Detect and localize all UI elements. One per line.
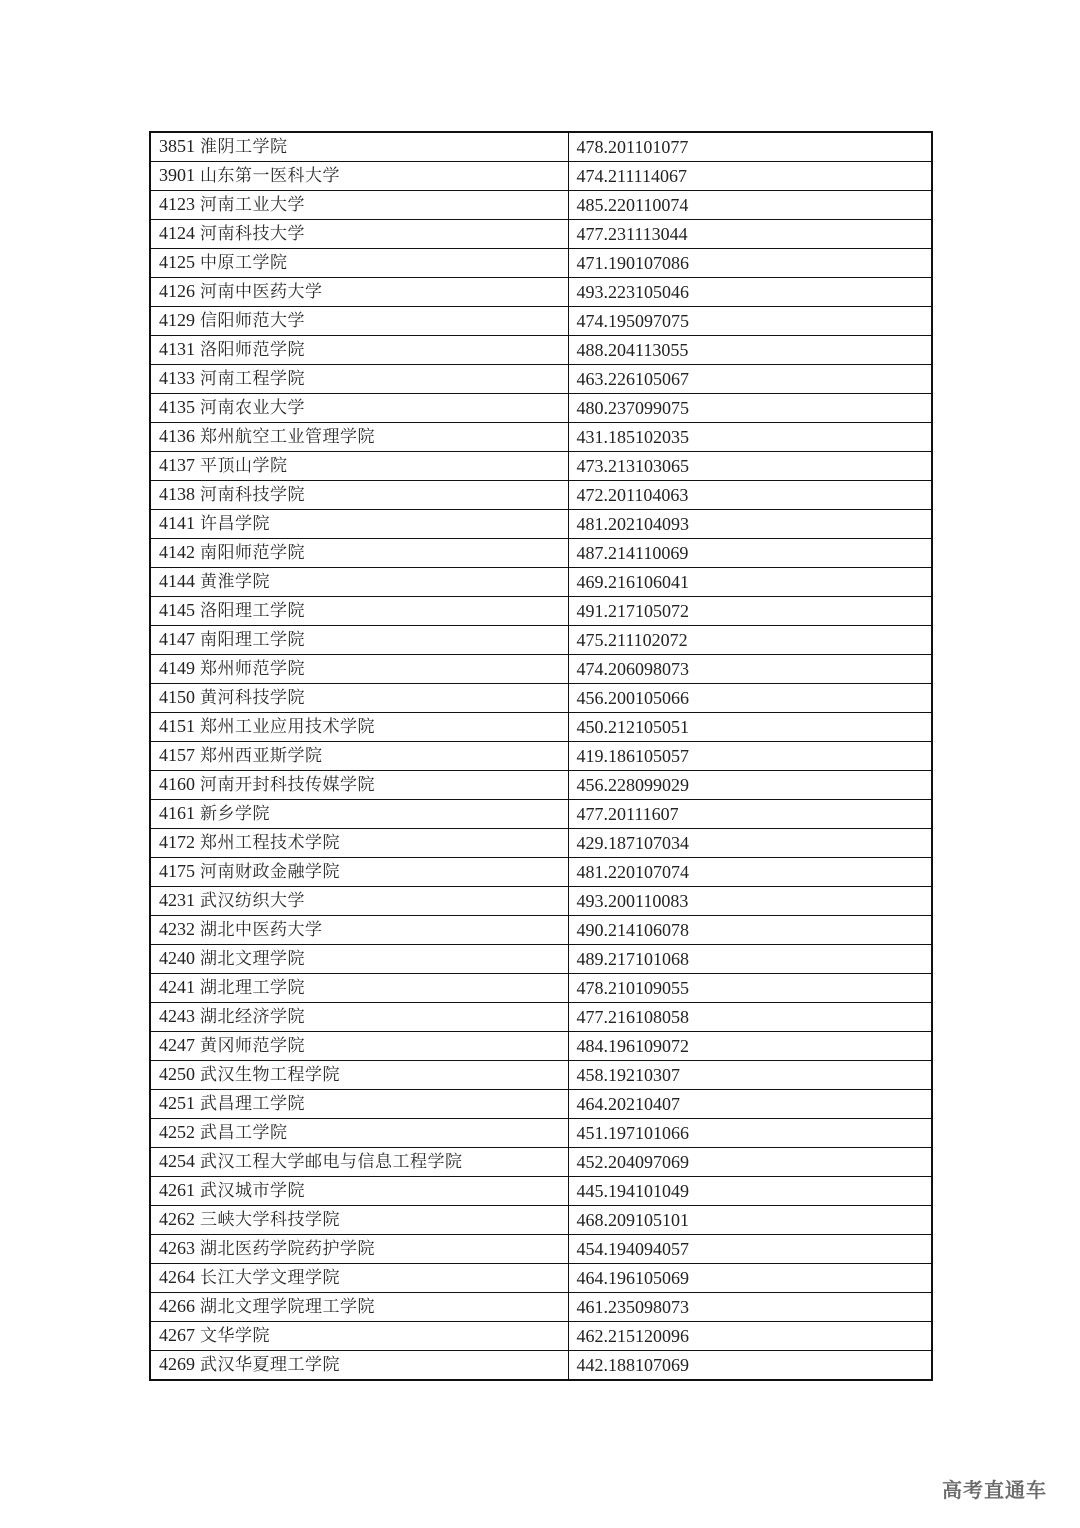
table-row — [150, 1351, 932, 1381]
school-code: 4126 — [159, 281, 195, 301]
school-cell — [150, 916, 568, 945]
school-name: 湖北理工学院 — [200, 978, 305, 998]
school-name: 河南工程学院 — [200, 369, 305, 389]
score-value: 456.228099029 — [568, 771, 932, 800]
table-row — [150, 626, 932, 655]
score-value: 452.204097069 — [568, 1148, 932, 1177]
score-value: 481.220107074 — [568, 858, 932, 887]
school-cell — [150, 510, 568, 539]
school-name: 武汉华夏理工学院 — [200, 1355, 340, 1375]
table-row — [150, 568, 932, 597]
school-cell — [150, 394, 568, 423]
school-code: 4129 — [159, 310, 195, 330]
school-name: 武汉生物工程学院 — [200, 1065, 340, 1085]
table-row — [150, 220, 932, 249]
school-cell — [150, 1351, 568, 1381]
school-name: 河南农业大学 — [200, 398, 305, 418]
school-cell — [150, 800, 568, 829]
table-row — [150, 887, 932, 916]
school-name: 许昌学院 — [200, 514, 270, 534]
school-code: 4141 — [159, 513, 195, 533]
school-code: 4145 — [159, 600, 195, 620]
score-value: 468.209105101 — [568, 1206, 932, 1235]
school-cell — [150, 365, 568, 394]
score-value: 480.237099075 — [568, 394, 932, 423]
school-code: 4144 — [159, 571, 195, 591]
school-name: 武汉工程大学邮电与信息工程学院 — [200, 1152, 463, 1172]
school-cell — [150, 1293, 568, 1322]
school-cell — [150, 249, 568, 278]
school-name: 武汉城市学院 — [200, 1181, 305, 1201]
score-value: 474.206098073 — [568, 655, 932, 684]
school-name: 郑州工业应用技术学院 — [200, 717, 375, 737]
school-name: 郑州西亚斯学院 — [200, 746, 323, 766]
table-row — [150, 1206, 932, 1235]
school-cell — [150, 191, 568, 220]
school-code: 4252 — [159, 1122, 195, 1142]
school-cell — [150, 655, 568, 684]
school-name: 山东第一医科大学 — [200, 166, 340, 186]
school-name: 长江大学文理学院 — [200, 1268, 340, 1288]
school-code: 4133 — [159, 368, 195, 388]
school-name: 河南工业大学 — [200, 195, 305, 215]
school-code: 4266 — [159, 1296, 195, 1316]
school-cell — [150, 742, 568, 771]
school-name: 洛阳师范学院 — [200, 340, 305, 360]
school-code: 4175 — [159, 861, 195, 881]
school-code: 4264 — [159, 1267, 195, 1287]
school-code: 4254 — [159, 1151, 195, 1171]
table-row — [150, 945, 932, 974]
table-row — [150, 1293, 932, 1322]
score-value: 451.197101066 — [568, 1119, 932, 1148]
school-cell — [150, 568, 568, 597]
score-value: 461.235098073 — [568, 1293, 932, 1322]
school-cell — [150, 1003, 568, 1032]
table-row — [150, 1177, 932, 1206]
school-name: 武昌理工学院 — [200, 1094, 305, 1114]
school-code: 4123 — [159, 194, 195, 214]
school-name: 湖北文理学院理工学院 — [200, 1297, 375, 1317]
score-value: 450.212105051 — [568, 713, 932, 742]
school-cell — [150, 1032, 568, 1061]
school-code: 4247 — [159, 1035, 195, 1055]
school-code: 4149 — [159, 658, 195, 678]
school-cell — [150, 1090, 568, 1119]
score-value: 471.190107086 — [568, 249, 932, 278]
school-name: 湖北中医药大学 — [200, 920, 323, 940]
score-value: 493.200110083 — [568, 887, 932, 916]
table-row — [150, 1061, 932, 1090]
school-cell — [150, 132, 568, 162]
school-code: 4137 — [159, 455, 195, 475]
score-value: 462.215120096 — [568, 1322, 932, 1351]
score-value: 488.204113055 — [568, 336, 932, 365]
school-name: 文华学院 — [200, 1326, 270, 1346]
school-name: 三峡大学科技学院 — [200, 1210, 340, 1230]
score-value: 472.201104063 — [568, 481, 932, 510]
school-code: 4263 — [159, 1238, 195, 1258]
school-code: 4240 — [159, 948, 195, 968]
school-name: 黄冈师范学院 — [200, 1036, 305, 1056]
table-row — [150, 336, 932, 365]
table-row — [150, 655, 932, 684]
table-row — [150, 162, 932, 191]
school-code: 4147 — [159, 629, 195, 649]
table-row — [150, 742, 932, 771]
school-code: 4251 — [159, 1093, 195, 1113]
school-name: 黄河科技学院 — [200, 688, 305, 708]
score-value: 464.196105069 — [568, 1264, 932, 1293]
school-cell — [150, 1177, 568, 1206]
school-cell — [150, 684, 568, 713]
school-name: 中原工学院 — [200, 253, 288, 273]
school-code: 4231 — [159, 890, 195, 910]
table-row — [150, 1032, 932, 1061]
score-value: 458.19210307 — [568, 1061, 932, 1090]
school-name: 湖北经济学院 — [200, 1007, 305, 1027]
school-cell — [150, 858, 568, 887]
table-row — [150, 1264, 932, 1293]
table-row — [150, 800, 932, 829]
school-code: 4267 — [159, 1325, 195, 1345]
score-value: 474.195097075 — [568, 307, 932, 336]
score-value: 490.214106078 — [568, 916, 932, 945]
school-code: 4136 — [159, 426, 195, 446]
school-name: 信阳师范大学 — [200, 311, 305, 331]
school-name: 河南科技学院 — [200, 485, 305, 505]
school-cell — [150, 1264, 568, 1293]
school-code: 4232 — [159, 919, 195, 939]
score-value: 489.217101068 — [568, 945, 932, 974]
school-cell — [150, 452, 568, 481]
admission-score-table — [149, 131, 933, 1381]
table-row — [150, 365, 932, 394]
score-value: 473.213103065 — [568, 452, 932, 481]
score-value: 487.214110069 — [568, 539, 932, 568]
school-code: 4241 — [159, 977, 195, 997]
table-row — [150, 974, 932, 1003]
school-code: 4150 — [159, 687, 195, 707]
score-value: 445.194101049 — [568, 1177, 932, 1206]
school-name: 南阳师范学院 — [200, 543, 305, 563]
table-row — [150, 510, 932, 539]
school-code: 3901 — [159, 165, 195, 185]
school-code: 4161 — [159, 803, 195, 823]
school-name: 河南科技大学 — [200, 224, 305, 244]
school-cell — [150, 1061, 568, 1090]
score-value: 429.187107034 — [568, 829, 932, 858]
table-row — [150, 1003, 932, 1032]
table-row — [150, 858, 932, 887]
table-row — [150, 713, 932, 742]
score-value: 477.216108058 — [568, 1003, 932, 1032]
school-name: 淮阴工学院 — [200, 137, 288, 157]
table-row — [150, 249, 932, 278]
school-name: 新乡学院 — [200, 804, 270, 824]
table-row — [150, 423, 932, 452]
school-cell — [150, 1322, 568, 1351]
school-name: 郑州航空工业管理学院 — [200, 427, 375, 447]
school-code: 4124 — [159, 223, 195, 243]
school-name: 郑州工程技术学院 — [200, 833, 340, 853]
score-value: 477.231113044 — [568, 220, 932, 249]
table-body — [150, 132, 932, 1380]
school-name: 河南中医药大学 — [200, 282, 323, 302]
school-cell — [150, 220, 568, 249]
school-code: 4250 — [159, 1064, 195, 1084]
table-row — [150, 684, 932, 713]
school-cell — [150, 597, 568, 626]
school-code: 4151 — [159, 716, 195, 736]
table-row — [150, 394, 932, 423]
school-cell — [150, 713, 568, 742]
school-code: 4157 — [159, 745, 195, 765]
table-row — [150, 481, 932, 510]
score-value: 478.210109055 — [568, 974, 932, 1003]
school-name: 河南财政金融学院 — [200, 862, 340, 882]
table-row — [150, 1090, 932, 1119]
school-cell — [150, 481, 568, 510]
school-name: 武汉纺织大学 — [200, 891, 305, 911]
school-code: 4138 — [159, 484, 195, 504]
score-value: 493.223105046 — [568, 278, 932, 307]
school-cell — [150, 336, 568, 365]
score-value: 454.194094057 — [568, 1235, 932, 1264]
school-cell — [150, 974, 568, 1003]
table-row — [150, 132, 932, 162]
score-value: 477.20111607 — [568, 800, 932, 829]
table-row — [150, 539, 932, 568]
school-code: 4142 — [159, 542, 195, 562]
school-cell — [150, 307, 568, 336]
school-name: 平顶山学院 — [200, 456, 288, 476]
school-name: 洛阳理工学院 — [200, 601, 305, 621]
score-value: 484.196109072 — [568, 1032, 932, 1061]
score-value: 469.216106041 — [568, 568, 932, 597]
table-row — [150, 1119, 932, 1148]
school-name: 南阳理工学院 — [200, 630, 305, 650]
school-cell — [150, 1206, 568, 1235]
school-cell — [150, 1235, 568, 1264]
school-name: 湖北文理学院 — [200, 949, 305, 969]
school-code: 4172 — [159, 832, 195, 852]
school-cell — [150, 278, 568, 307]
score-value: 442.188107069 — [568, 1351, 932, 1381]
table-row — [150, 1148, 932, 1177]
watermark: 高考直通车 — [942, 1478, 1047, 1502]
table-row — [150, 597, 932, 626]
table-row — [150, 191, 932, 220]
score-value: 463.226105067 — [568, 365, 932, 394]
school-cell — [150, 1148, 568, 1177]
school-name: 湖北医药学院药护学院 — [200, 1239, 375, 1259]
score-value: 431.185102035 — [568, 423, 932, 452]
score-value: 464.20210407 — [568, 1090, 932, 1119]
table-row — [150, 916, 932, 945]
school-cell — [150, 539, 568, 568]
school-cell — [150, 626, 568, 655]
score-value: 419.186105057 — [568, 742, 932, 771]
school-cell — [150, 887, 568, 916]
school-name: 武昌工学院 — [200, 1123, 288, 1143]
school-cell — [150, 1119, 568, 1148]
school-code: 3851 — [159, 136, 195, 156]
school-code: 4269 — [159, 1354, 195, 1374]
school-code: 4135 — [159, 397, 195, 417]
school-cell — [150, 162, 568, 191]
school-code: 4131 — [159, 339, 195, 359]
school-name: 黄淮学院 — [200, 572, 270, 592]
school-code: 4125 — [159, 252, 195, 272]
school-name: 河南开封科技传媒学院 — [200, 775, 375, 795]
score-value: 456.200105066 — [568, 684, 932, 713]
school-name: 郑州师范学院 — [200, 659, 305, 679]
score-value: 478.201101077 — [568, 132, 932, 162]
school-code: 4243 — [159, 1006, 195, 1026]
table-row — [150, 1322, 932, 1351]
table-row — [150, 1235, 932, 1264]
table-row — [150, 307, 932, 336]
score-value: 474.211114067 — [568, 162, 932, 191]
score-value: 485.220110074 — [568, 191, 932, 220]
school-cell — [150, 945, 568, 974]
school-code: 4262 — [159, 1209, 195, 1229]
school-code: 4160 — [159, 774, 195, 794]
table-row — [150, 829, 932, 858]
school-cell — [150, 829, 568, 858]
score-value: 491.217105072 — [568, 597, 932, 626]
score-value: 481.202104093 — [568, 510, 932, 539]
table-row — [150, 771, 932, 800]
score-value: 475.211102072 — [568, 626, 932, 655]
table-row — [150, 278, 932, 307]
school-cell — [150, 771, 568, 800]
school-cell — [150, 423, 568, 452]
school-code: 4261 — [159, 1180, 195, 1200]
table-row — [150, 452, 932, 481]
